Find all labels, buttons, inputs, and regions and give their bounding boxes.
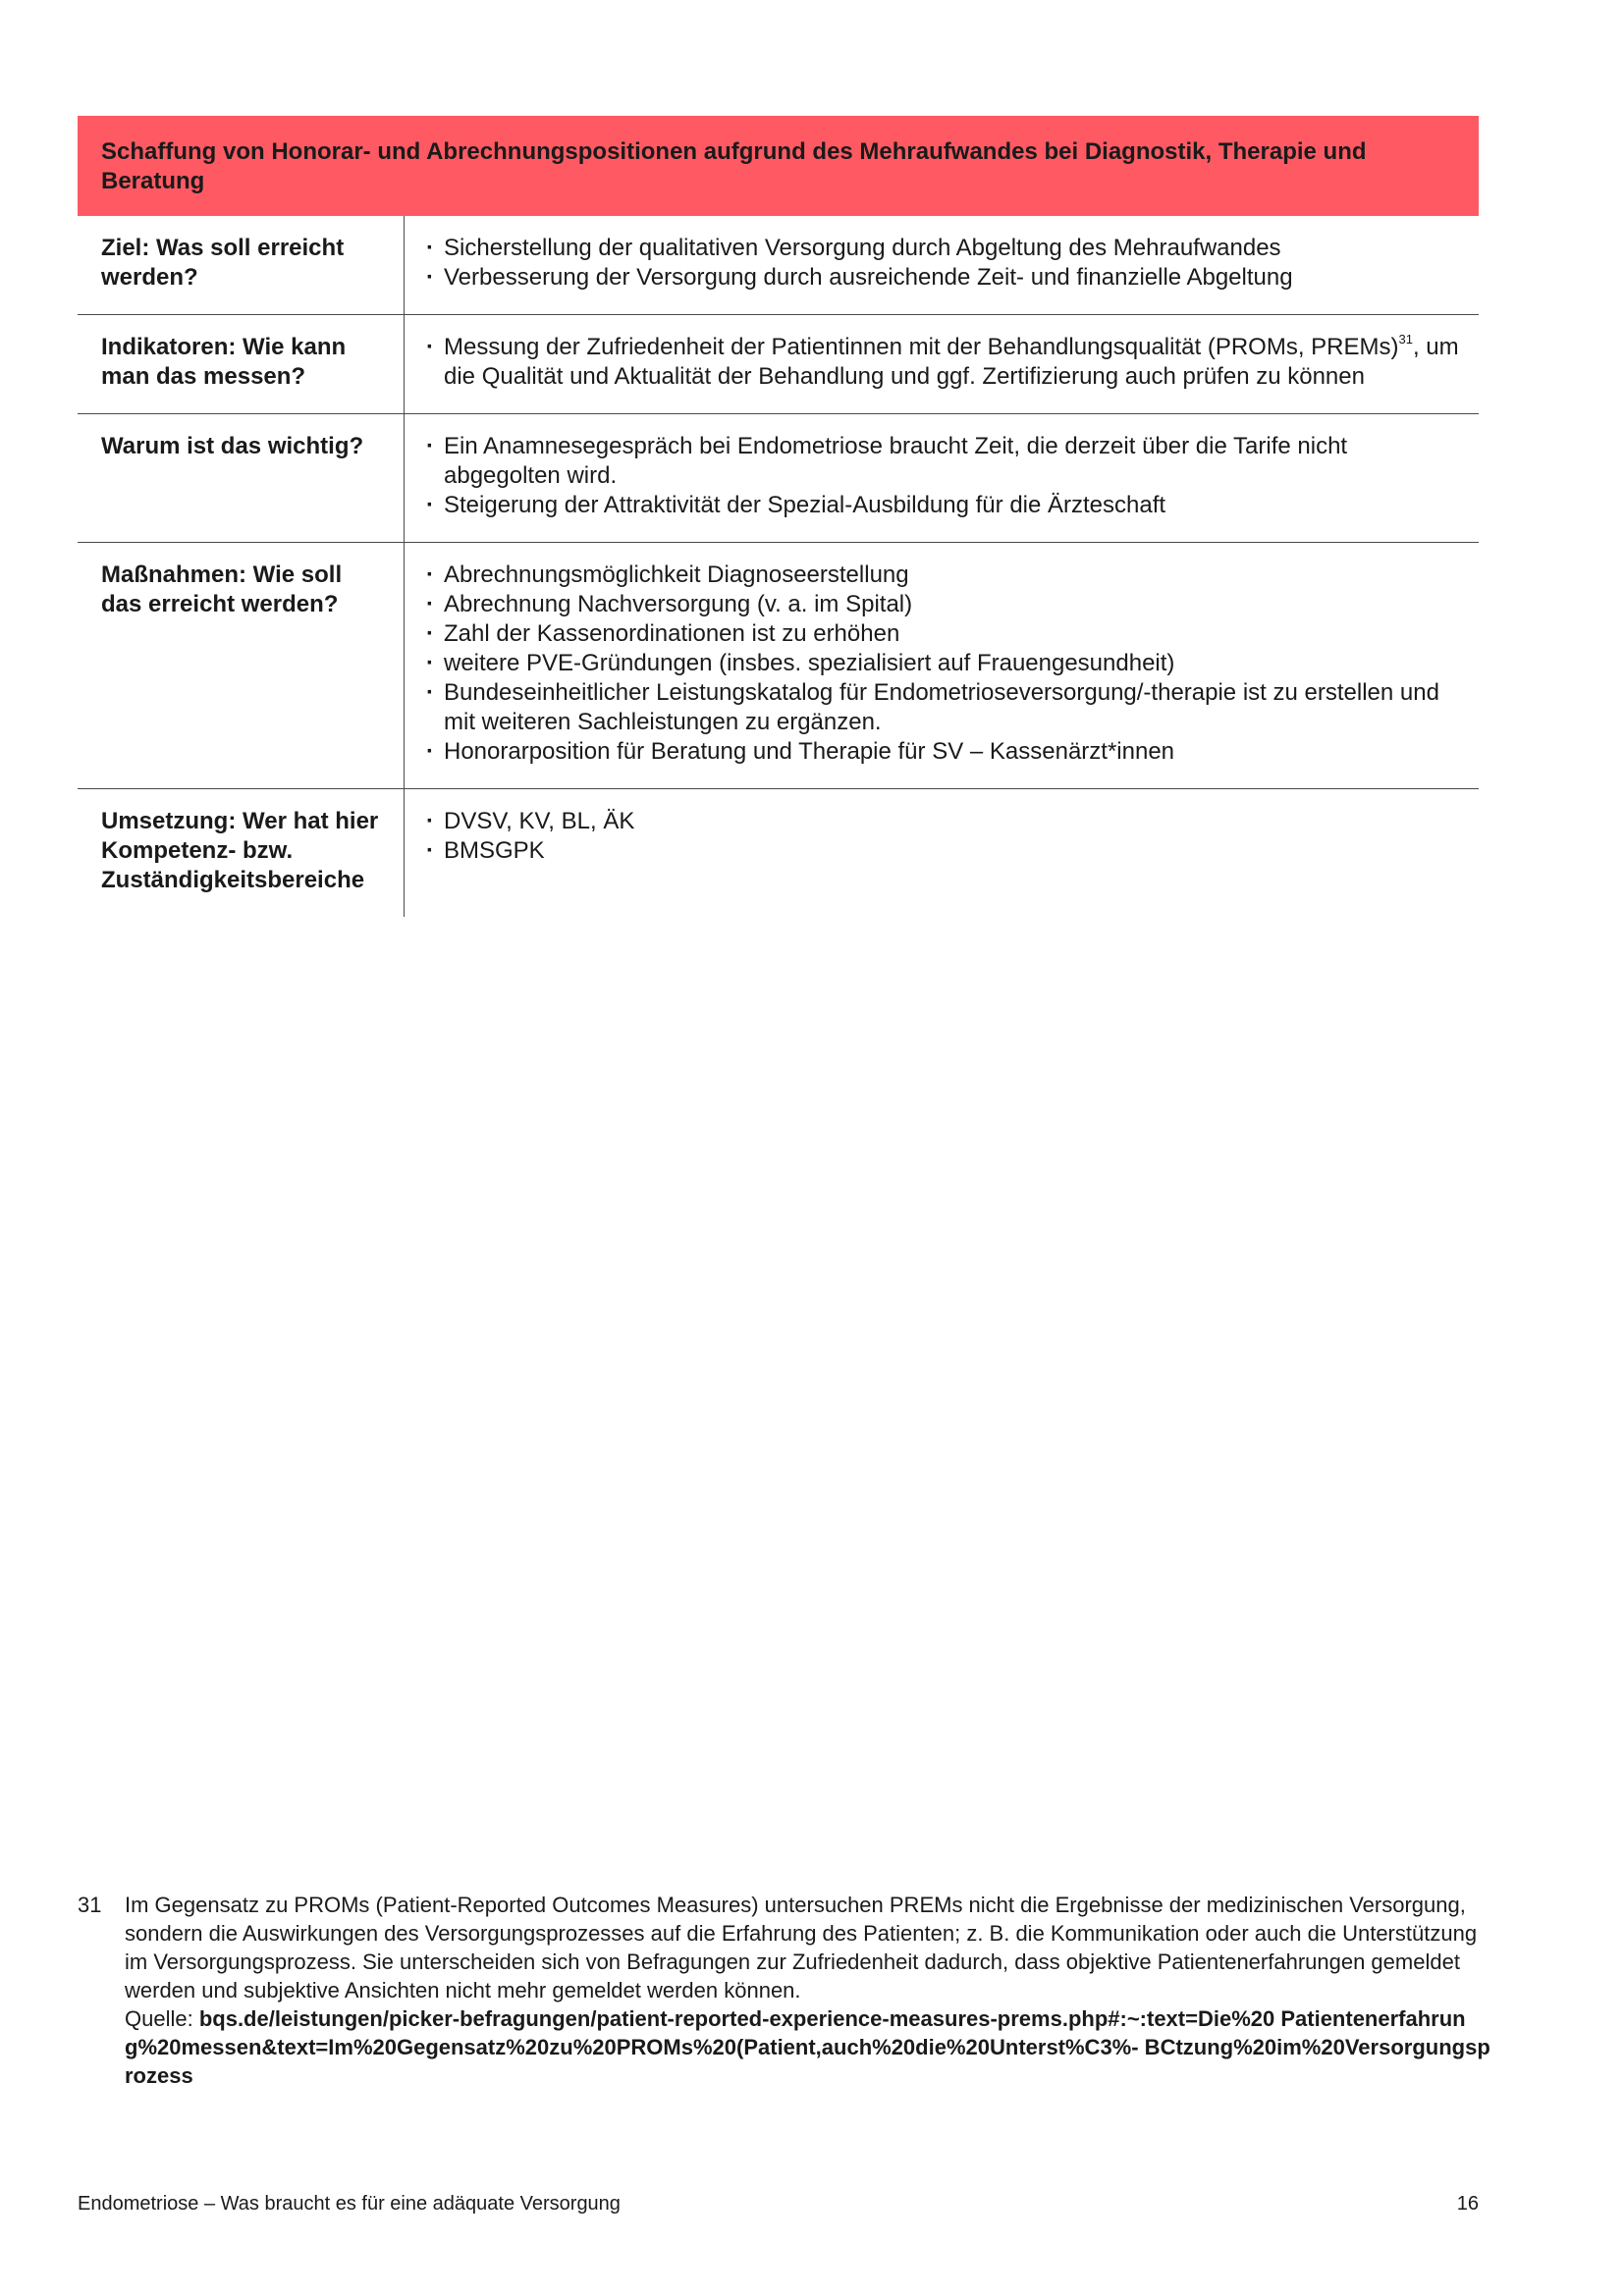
- list-item-text: , um die Qualität und Aktualität der Behandlung und ggf. Zertifizierung auch prüfen zu können: [444, 334, 1459, 390]
- footnote-text-block: [125, 1891, 1491, 2090]
- footnote-source-label: Quelle:: [125, 2006, 199, 2031]
- list-item: · BMSGPK: [424, 836, 1459, 866]
- footnote-source-url: bqs.de/leistungen/picker-befragungen/patient-reported-experience-measures-prems.php#:~:text=Die%20 Patientenerfahrung%20messen&text=Im%20Gegensatz%20zu%20PROMs%20(Patient,auch%20die%20Unterst%C3%- BCtzung%20im%20Versorgungsprozess: [125, 2006, 1490, 2088]
- footnote-number: 31: [78, 1893, 102, 1917]
- list-item: [424, 333, 1459, 392]
- bullet-list: [424, 234, 1459, 293]
- list-item-text: Messung der Zufriedenheit der Patientinnen mit der Behandlungsqualität (PROMs, PREMs): [444, 334, 1399, 360]
- measures-table: [78, 116, 1479, 917]
- list-item: · Zahl der Kassenordinationen ist zu erhöhen: [424, 619, 1459, 649]
- row-content: [405, 216, 1479, 314]
- row-content: [405, 315, 1479, 413]
- row-label: Ziel: Was soll erreicht werden?: [78, 216, 405, 314]
- table-row-implementation: [78, 789, 1479, 917]
- list-item: · Abrechnungsmöglichkeit Diagnoseerstellung: [424, 561, 1459, 590]
- list-item: · Honorarposition für Beratung und Therapie für SV – Kassenärzt*innen: [424, 737, 1459, 767]
- list-item: · Bundeseinheitlicher Leistungskatalog für Endometrioseversorgung/-therapie ist zu erstellen und mit weiteren Sachleistungen zu ergänzen.: [424, 678, 1459, 737]
- table-header: Schaffung von Honorar- und Abrechnungspositionen aufgrund des Mehraufwandes bei Diagnostik, Therapie und Beratung: [78, 116, 1479, 216]
- footnote-text: Im Gegensatz zu PROMs (Patient-Reported Outcomes Measures) untersuchen PREMs nicht die Ergebnisse der medizinischen Versorgung, sondern die Auswirkungen des Versorgungsprozesses auf die Erfahrung des Patienten; z. B. die Kommunikation oder auch die Unterstützung im Versorgungsprozess. Sie unterscheiden sich von Befragungen zur Zufriedenheit dadurch, dass objektive Patientenerfahrungen gemeldet werden und subjektive Ansichten nicht mehr gemeldet werden können.: [125, 1893, 1478, 2002]
- document-title: Endometriose – Was braucht es für eine adäquate Versorgung: [78, 2193, 621, 2215]
- list-item: · Sicherstellung der qualitativen Versorgung durch Abgeltung des Mehraufwandes: [424, 234, 1459, 263]
- row-content: [405, 414, 1479, 542]
- row-content: [405, 543, 1479, 788]
- list-item: · Abrechnung Nachversorgung (v. a. im Spital): [424, 590, 1459, 619]
- footnote: [78, 1891, 1491, 2090]
- row-content: [405, 789, 1479, 917]
- list-item: · weitere PVE-Gründungen (insbes. spezialisiert auf Frauengesundheit): [424, 649, 1459, 678]
- bullet-list: [424, 561, 1459, 767]
- table-row-indicators: [78, 315, 1479, 414]
- table-row-importance: [78, 414, 1479, 543]
- table-row-measures: [78, 543, 1479, 789]
- row-label: Indikatoren: Wie kann man das messen?: [78, 315, 405, 413]
- bullet-list: [424, 333, 1459, 392]
- bullet-list: [424, 432, 1459, 520]
- row-label: Maßnahmen: Wie soll das erreicht werden?: [78, 543, 405, 788]
- list-item: · DVSV, KV, BL, ÄK: [424, 807, 1459, 836]
- row-label: Warum ist das wichtig?: [78, 414, 405, 542]
- footnote-reference: 31: [1398, 332, 1413, 347]
- row-label: Umsetzung: Wer hat hier Kompetenz- bzw. Zuständigkeitsbereiche: [78, 789, 405, 917]
- list-item: · Ein Anamnesegespräch bei Endometriose braucht Zeit, die derzeit über die Tarife nicht abgegolten wird.: [424, 432, 1459, 491]
- page-footer: [78, 2191, 1479, 2216]
- list-item: · Verbesserung der Versorgung durch ausreichende Zeit- und finanzielle Abgeltung: [424, 263, 1459, 293]
- bullet-list: [424, 807, 1459, 866]
- page-number: 16: [1456, 2193, 1479, 2215]
- table-row-goal: [78, 216, 1479, 315]
- list-item: · Steigerung der Attraktivität der Spezial-Ausbildung für die Ärzteschaft: [424, 491, 1459, 520]
